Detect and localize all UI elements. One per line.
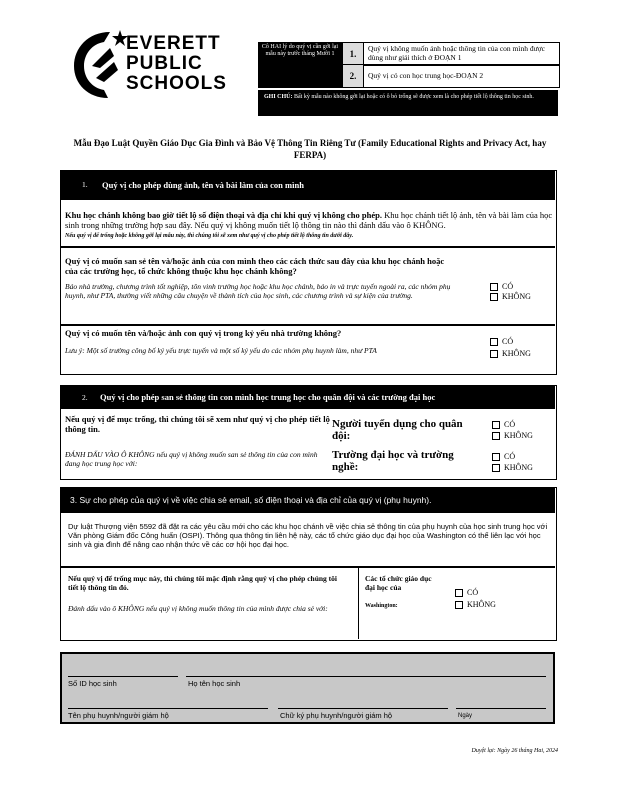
- date-label: Ngày: [458, 713, 473, 719]
- header-row-2: [342, 64, 560, 88]
- student-name-label: Họ tên học sinh: [188, 679, 241, 688]
- yes-label: CÓ: [504, 420, 516, 429]
- section-3-divider: [60, 566, 555, 568]
- header-note-label: GHI CHÚ:: [264, 94, 293, 100]
- section-1-divider-2: [60, 324, 555, 326]
- no-label: KHÔNG: [467, 600, 496, 609]
- checkbox[interactable]: [492, 453, 500, 461]
- section-3-org-label-small: Washington:: [365, 603, 398, 609]
- section-1-q2: Quý vị có muốn tên và/hoặc ảnh con quý vị trong kỷ yếu nhà trường không?: [65, 328, 342, 338]
- section-2-military: Người tuyển dụng cho quân đội:: [332, 418, 463, 442]
- no-label: KHÔNG: [504, 431, 533, 440]
- checkbox[interactable]: [492, 432, 500, 440]
- section-3-header-text: 3. Sự cho phép của quý vị về việc chia sẻ email, số điện thoại và địa chỉ của quý vị (phụ huynh).: [70, 495, 432, 505]
- header-left-text: Cô HAI lý do quý vị cần gởi lại mẫu này trước tháng Mười 1: [261, 44, 339, 57]
- checkbox[interactable]: [490, 293, 498, 301]
- section-1-intro: [65, 210, 553, 230]
- logo-line-1: EVERETT: [126, 33, 221, 54]
- header-note-text: Bất kỳ mẫu nào không gởi lại hoặc có ô bỏ trống sẽ được xem là cho phép tiết lộ thông tin học sinh.: [294, 94, 534, 100]
- section-2-military-no[interactable]: [492, 431, 533, 441]
- parent-sig-line[interactable]: [278, 708, 448, 709]
- no-label: KHÔNG: [502, 349, 531, 358]
- yes-label: CÓ: [504, 452, 516, 461]
- section-1-q2-yes[interactable]: [490, 337, 513, 347]
- logo-line-2: PUBLIC: [126, 53, 203, 74]
- section-3-col-divider: [358, 566, 359, 639]
- section-3-intro: Dự luật Thượng viện 5592 đã đặt ra các yêu cầu mới cho các khu học chánh về việc chia sẻ thông tin của phụ huynh của học sinh trung học với Văn phòng Giám đốc Công huấn (OSPI). Thông qua thông tin liên hệ này, các tổ chức giáo dục đại học của Washington có thể liên lạc với học sinh và gia đình để nâng cao nhận thức về các cơ hội học đại học.: [68, 522, 548, 549]
- page-title: Mẫu Đạo Luật Quyền Giáo Dục Gia Đình và Bảo Vệ Thông Tin Riêng Tư (Family Educational Rights and Privacy Act, hay FERPA): [73, 138, 547, 160]
- no-label: KHÔNG: [502, 292, 531, 301]
- header-note: [258, 90, 558, 116]
- section-1-header-text: Quý vị cho phép dùng ảnh, tên và bài làm của con mình: [102, 180, 304, 190]
- checkbox[interactable]: [490, 283, 498, 291]
- header-row-2-num: 2.: [343, 65, 364, 87]
- section-1-header: [60, 170, 555, 200]
- section-3-no[interactable]: [455, 600, 496, 610]
- section-1-q2-note: Lưu ý: Một số trường công bố kỷ yếu trực tuyến và một số kỷ yếu do các nhóm phụ huynh làm, như PTA: [65, 346, 377, 355]
- header-row-1-num: 1.: [343, 43, 364, 65]
- section-3-header: [60, 487, 555, 513]
- section-3-org-label: Các tổ chức giáo dục đại học của: [365, 574, 432, 592]
- no-label: KHÔNG: [504, 463, 533, 472]
- section-1-q1-note: Báo nhà trường, chương trình tốt nghiệp, tôn vinh trường học hoặc khu học chánh, báo in và trực tuyến ngoài ra, các nhóm phụ huynh, như PTA, thường viết những câu chuyện về thành tích của học sinh, các chương trình và sự kiện của trường.: [65, 282, 451, 300]
- yes-label: CÓ: [502, 337, 514, 346]
- date-line[interactable]: [456, 708, 546, 709]
- parent-name-line[interactable]: [68, 708, 268, 709]
- section-3-left-italic: Đánh dấu vào ô KHÔNG nếu quý vị không muốn thông tin của mình được chia sẻ với:: [68, 604, 328, 613]
- logo: [70, 26, 250, 106]
- student-name-line[interactable]: [186, 676, 546, 677]
- checkbox[interactable]: [490, 350, 498, 358]
- section-1-divider-1: [60, 246, 555, 248]
- logo-line-3: SCHOOLS: [126, 73, 227, 94]
- section-1-q1-yes[interactable]: [490, 282, 513, 292]
- section-2-military-yes[interactable]: [492, 420, 515, 430]
- header-row-1-text: Quý vị không muốn ảnh hoặc thông tin của con mình được dùng như giải thích ở ĐOẠN 1: [368, 44, 545, 62]
- section-1-q1-no[interactable]: [490, 292, 531, 302]
- section-2-header-text: Quý vị cho phép san sẻ thông tin con mình học trung học cho quân đội và các trường đại học: [100, 392, 436, 402]
- section-1-header-num: 1.: [82, 180, 88, 189]
- header-row-1: [342, 42, 560, 66]
- section-3-yes[interactable]: [455, 588, 478, 598]
- section-1-intro-bold: Khu học chánh không bao giờ tiết lộ số điện thoại và địa chỉ khi quý vị không cho phép.: [65, 210, 382, 220]
- checkbox[interactable]: [455, 601, 463, 609]
- section-1-intro-rest: Khu học chánh tiết lộ ảnh, tên và bài làm của học sinh trong những trường hợp sau đây. Nếu quý vị không muốn tiết lộ thông tin nào thì đánh dấu vào ô KHÔNG.: [65, 210, 553, 230]
- student-id-label: Số ID học sinh: [68, 679, 117, 688]
- section-2-header-num: 2.: [82, 393, 88, 402]
- section-2-colleges-no[interactable]: [492, 463, 533, 473]
- section-2-colleges: Trường đại học và trường nghề:: [332, 449, 454, 473]
- parent-sig-label: Chữ ký phụ huynh/người giám hộ: [280, 711, 393, 720]
- yes-label: CÓ: [502, 282, 514, 291]
- section-1-q1: Quý vị có muốn san sẻ tên và/hoặc ảnh của con mình theo các cách thức sau đây của khu học chánh hoặc của các trường học, tổ chức không thuộc khu học chánh không?: [65, 256, 445, 276]
- parent-name-label: Tên phụ huynh/người giám hộ: [68, 711, 169, 720]
- section-2-header: [60, 385, 555, 409]
- logo-mark-icon: [70, 26, 130, 100]
- checkbox[interactable]: [492, 421, 500, 429]
- yes-label: CÓ: [467, 588, 479, 597]
- checkbox[interactable]: [455, 589, 463, 597]
- section-2-colleges-yes[interactable]: [492, 452, 515, 462]
- student-id-line[interactable]: [68, 676, 178, 677]
- header-left-box: [258, 42, 342, 88]
- section-2-left-bold: Nếu quý vị để mục trống, thì chúng tôi sẽ xem như quý vị cho phép tiết lộ thông tin.: [65, 414, 330, 434]
- checkbox[interactable]: [490, 338, 498, 346]
- checkbox[interactable]: [492, 464, 500, 472]
- section-2-left-italic: ĐÁNH DẤU VÀO Ô KHÔNG nếu quý vị không muốn san sẻ thông tin của con mình đang học trung học với:: [65, 450, 318, 468]
- revised-note: Duyệt lại: Ngày 26 tháng Hai, 2024: [471, 748, 558, 754]
- header-row-2-text: Quý vị có con học trung học-ĐOẠN 2: [368, 71, 484, 80]
- section-3-left-bold: Nếu quý vị để trống mục này, thì chúng tôi mặc định rằng quý vị cho phép chúng tôi tiết lộ thông tin đó.: [68, 574, 338, 592]
- section-1-intro-italic: Nếu quý vị để trống hoặc không gởi lại mẫu này, thì chúng tôi sẽ xem như quý vị cho phép tiết lộ thông tin dưới đây.: [65, 233, 354, 239]
- section-1-q2-no[interactable]: [490, 349, 531, 359]
